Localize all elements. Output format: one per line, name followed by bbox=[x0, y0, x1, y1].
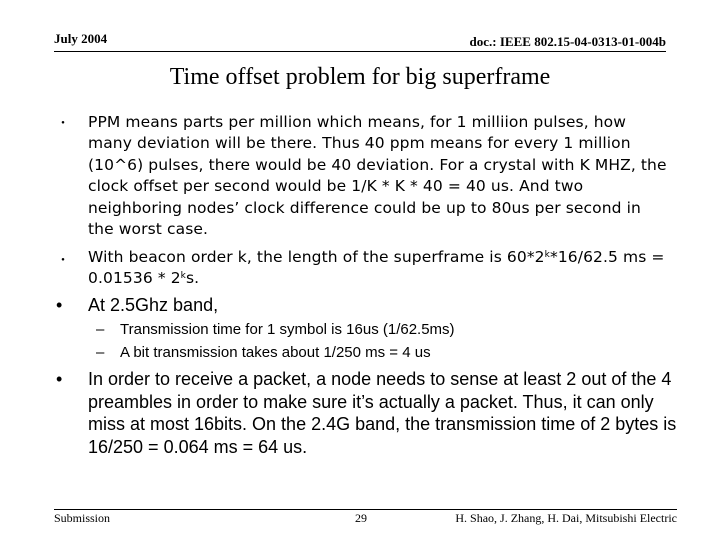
bullet-marker: • bbox=[56, 295, 63, 315]
bullet-marker: ・ bbox=[56, 115, 70, 131]
sub-bullet-symbol-time: Transmission time for 1 symbol is 16us (1/62.5ms) bbox=[120, 321, 455, 338]
bullet-marker: • bbox=[56, 369, 63, 389]
superframe-text-part: s. bbox=[185, 269, 200, 288]
header-doc-id: doc.: IEEE 802.15-04-0313-01-004b bbox=[469, 34, 666, 49]
bullet-superframe-text bbox=[88, 247, 668, 290]
sub-bullet-bit-time: A bit transmission takes about 1/250 ms = 4 us bbox=[120, 344, 431, 361]
header-date: July 2004 bbox=[54, 31, 108, 46]
footer-page-number: 29 bbox=[355, 511, 367, 525]
sub-bullet-marker: – bbox=[96, 344, 105, 361]
superframe-text-part: *16/62.5 ms = 0.01536 * 2 bbox=[88, 248, 665, 288]
superscript-k: k bbox=[180, 271, 186, 282]
bullet-band-text: At 2.5Ghz band, bbox=[88, 295, 219, 315]
bullet-marker: ・ bbox=[56, 252, 70, 268]
superframe-text-part: With beacon order k, the length of the superframe is 60*2 bbox=[88, 248, 545, 266]
bullet-ppm-text: PPM means parts per million which means, for 1 milliion pulses, how many deviation will be there. Thus 40 ppm means for every 1 million (10^6) pulses, there would be 40 deviation. For a crystal with K MHZ, the clock offset per second would be 1/K * K * 40 = 40 us. And two neighboring nodes’ clock difference could be up to 80us per second in the worst case. bbox=[88, 113, 667, 239]
superscript-k: k bbox=[544, 250, 550, 260]
footer-submission: Submission bbox=[54, 511, 111, 525]
bullet-preamble-text: In order to receive a packet, a node needs to sense at least 2 out of the 4 preambles in order to make sure it’s actually a packet. Thus, it can only miss at most 16bits. On the 2.4G band, the transmission time of 2 bytes is 16/250 = 0.064 ms = 64 us. bbox=[88, 369, 677, 457]
slide-title: Time offset problem for big superframe bbox=[169, 64, 551, 90]
header-divider bbox=[54, 51, 666, 52]
sub-bullet-marker: – bbox=[96, 321, 105, 338]
footer-authors: H. Shao, J. Zhang, H. Dai, Mitsubishi Electric bbox=[455, 511, 677, 525]
footer-divider bbox=[54, 509, 677, 510]
